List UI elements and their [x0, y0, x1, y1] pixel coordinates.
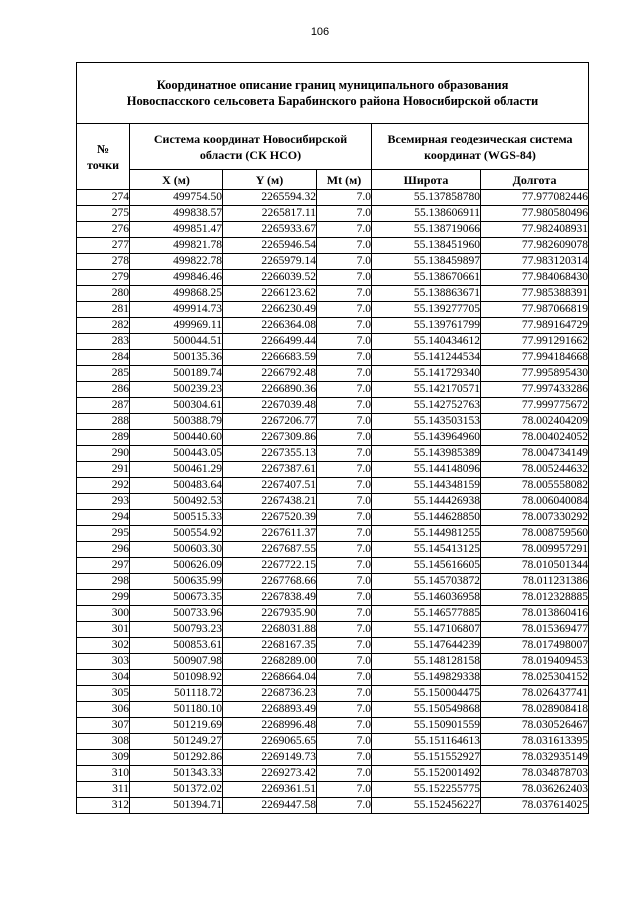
point-number-cell: 286 — [77, 382, 130, 398]
x-cell: 500492.53 — [130, 494, 223, 510]
latitude-cell: 55.143964960 — [372, 430, 481, 446]
x-cell: 500483.64 — [130, 478, 223, 494]
x-cell: 500189.74 — [130, 366, 223, 382]
x-cell: 500853.61 — [130, 638, 223, 654]
mt-cell: 7.0 — [317, 702, 372, 718]
wgs84-header — [372, 124, 589, 170]
y-cell: 2267935.90 — [223, 606, 317, 622]
mt-cell: 7.0 — [317, 494, 372, 510]
longitude-cell: 78.010501344 — [481, 558, 589, 574]
longitude-cell: 78.005244632 — [481, 462, 589, 478]
mt-cell: 7.0 — [317, 766, 372, 782]
y-cell: 2269273.42 — [223, 766, 317, 782]
longitude-cell: 78.011231386 — [481, 574, 589, 590]
x-cell: 499838.57 — [130, 206, 223, 222]
table-row — [77, 190, 589, 206]
x-cell: 501249.27 — [130, 734, 223, 750]
y-cell: 2265946.54 — [223, 238, 317, 254]
latitude-cell: 55.147106807 — [372, 622, 481, 638]
x-cell: 500554.92 — [130, 526, 223, 542]
table-row — [77, 286, 589, 302]
table-row — [77, 718, 589, 734]
y-cell: 2266039.52 — [223, 270, 317, 286]
latitude-cell: 55.138863671 — [372, 286, 481, 302]
mt-cell: 7.0 — [317, 206, 372, 222]
y-cell: 2267768.66 — [223, 574, 317, 590]
point-number-cell: 305 — [77, 686, 130, 702]
point-number-header-line-1: № — [96, 141, 110, 156]
point-number-cell: 301 — [77, 622, 130, 638]
longitude-column-header: Долгота — [481, 170, 589, 190]
y-cell: 2268996.48 — [223, 718, 317, 734]
latitude-cell: 55.150901559 — [372, 718, 481, 734]
latitude-cell: 55.142752763 — [372, 398, 481, 414]
table-row — [77, 702, 589, 718]
point-number-cell: 278 — [77, 254, 130, 270]
wgs84-header-line-1: Всемирная геодезическая система — [387, 131, 573, 146]
mt-cell: 7.0 — [317, 782, 372, 798]
longitude-cell: 78.031613395 — [481, 734, 589, 750]
latitude-cell: 55.140434612 — [372, 334, 481, 350]
latitude-cell: 55.143985389 — [372, 446, 481, 462]
mt-cell: 7.0 — [317, 478, 372, 494]
y-cell: 2267039.48 — [223, 398, 317, 414]
x-cell: 500239.23 — [130, 382, 223, 398]
table-row — [77, 750, 589, 766]
x-cell: 500461.29 — [130, 462, 223, 478]
y-cell: 2267520.39 — [223, 510, 317, 526]
latitude-cell: 55.137858780 — [372, 190, 481, 206]
y-cell: 2266123.62 — [223, 286, 317, 302]
x-cell: 500635.99 — [130, 574, 223, 590]
longitude-cell: 78.012328885 — [481, 590, 589, 606]
table-row — [77, 734, 589, 750]
point-number-cell: 281 — [77, 302, 130, 318]
table-body — [77, 190, 589, 814]
mt-cell: 7.0 — [317, 654, 372, 670]
latitude-cell: 55.145703872 — [372, 574, 481, 590]
point-number-cell: 308 — [77, 734, 130, 750]
local-system-header — [130, 124, 372, 170]
longitude-cell: 77.994184668 — [481, 350, 589, 366]
point-number-cell: 310 — [77, 766, 130, 782]
point-number-cell: 296 — [77, 542, 130, 558]
table-row — [77, 206, 589, 222]
table-title-line-2: Новоспасского сельсовета Барабинского района Новосибирской области — [126, 94, 539, 108]
table-row — [77, 542, 589, 558]
latitude-cell: 55.145413125 — [372, 542, 481, 558]
point-number-cell: 284 — [77, 350, 130, 366]
page-number: 106 — [310, 26, 330, 38]
latitude-cell: 55.144426938 — [372, 494, 481, 510]
mt-cell: 7.0 — [317, 638, 372, 654]
latitude-cell: 55.138459897 — [372, 254, 481, 270]
table-row — [77, 366, 589, 382]
point-number-cell: 303 — [77, 654, 130, 670]
table-row — [77, 430, 589, 446]
latitude-cell: 55.151552927 — [372, 750, 481, 766]
mt-cell: 7.0 — [317, 446, 372, 462]
y-cell: 2266364.08 — [223, 318, 317, 334]
point-number-cell: 311 — [77, 782, 130, 798]
latitude-cell: 55.145616605 — [372, 558, 481, 574]
table-row — [77, 302, 589, 318]
table-row — [77, 238, 589, 254]
longitude-cell: 77.989164729 — [481, 318, 589, 334]
table-row — [77, 510, 589, 526]
longitude-cell: 78.025304152 — [481, 670, 589, 686]
point-number-cell: 291 — [77, 462, 130, 478]
point-number-cell: 293 — [77, 494, 130, 510]
mt-cell: 7.0 — [317, 590, 372, 606]
mt-cell: 7.0 — [317, 190, 372, 206]
point-number-cell: 282 — [77, 318, 130, 334]
latitude-cell: 55.148128158 — [372, 654, 481, 670]
mt-cell: 7.0 — [317, 254, 372, 270]
latitude-cell: 55.149829338 — [372, 670, 481, 686]
y-cell: 2266890.36 — [223, 382, 317, 398]
x-cell: 499969.11 — [130, 318, 223, 334]
longitude-cell: 77.985388391 — [481, 286, 589, 302]
table-row — [77, 654, 589, 670]
point-number-cell: 285 — [77, 366, 130, 382]
x-cell: 501118.72 — [130, 686, 223, 702]
point-number-cell: 297 — [77, 558, 130, 574]
y-cell: 2268289.00 — [223, 654, 317, 670]
x-cell: 499821.78 — [130, 238, 223, 254]
mt-cell: 7.0 — [317, 430, 372, 446]
point-number-cell: 295 — [77, 526, 130, 542]
coordinates-table — [76, 62, 589, 814]
mt-cell: 7.0 — [317, 670, 372, 686]
y-cell: 2265594.32 — [223, 190, 317, 206]
latitude-cell: 55.138670661 — [372, 270, 481, 286]
mt-cell: 7.0 — [317, 382, 372, 398]
table-row — [77, 462, 589, 478]
x-cell: 500733.96 — [130, 606, 223, 622]
y-cell: 2269065.65 — [223, 734, 317, 750]
point-number-cell: 302 — [77, 638, 130, 654]
mt-cell: 7.0 — [317, 286, 372, 302]
y-cell: 2267407.51 — [223, 478, 317, 494]
mt-cell: 7.0 — [317, 350, 372, 366]
y-column-header: Y (м) — [223, 170, 317, 190]
mt-cell: 7.0 — [317, 542, 372, 558]
latitude-cell: 55.152255775 — [372, 782, 481, 798]
table-row — [77, 494, 589, 510]
table-row — [77, 446, 589, 462]
y-cell: 2267387.61 — [223, 462, 317, 478]
y-cell: 2267355.13 — [223, 446, 317, 462]
table-row — [77, 414, 589, 430]
table-row — [77, 574, 589, 590]
longitude-cell: 77.995895430 — [481, 366, 589, 382]
x-cell: 501180.10 — [130, 702, 223, 718]
longitude-cell: 78.030526467 — [481, 718, 589, 734]
latitude-cell: 55.141729340 — [372, 366, 481, 382]
latitude-cell: 55.138606911 — [372, 206, 481, 222]
y-cell: 2266230.49 — [223, 302, 317, 318]
longitude-cell: 78.004024052 — [481, 430, 589, 446]
y-cell: 2269149.73 — [223, 750, 317, 766]
longitude-cell: 77.980580496 — [481, 206, 589, 222]
longitude-cell: 78.013860416 — [481, 606, 589, 622]
x-cell: 501219.69 — [130, 718, 223, 734]
mt-cell: 7.0 — [317, 750, 372, 766]
latitude-cell: 55.147644239 — [372, 638, 481, 654]
longitude-cell: 78.004734149 — [481, 446, 589, 462]
table-row — [77, 766, 589, 782]
latitude-cell: 55.141244534 — [372, 350, 481, 366]
latitude-cell: 55.150004475 — [372, 686, 481, 702]
mt-cell: 7.0 — [317, 334, 372, 350]
x-cell: 500440.60 — [130, 430, 223, 446]
point-number-cell: 277 — [77, 238, 130, 254]
latitude-cell: 55.146577885 — [372, 606, 481, 622]
point-number-cell: 306 — [77, 702, 130, 718]
y-cell: 2269447.58 — [223, 798, 317, 814]
table-row — [77, 382, 589, 398]
y-cell: 2266499.44 — [223, 334, 317, 350]
x-cell: 500044.51 — [130, 334, 223, 350]
x-cell: 501394.71 — [130, 798, 223, 814]
y-cell: 2269361.51 — [223, 782, 317, 798]
x-cell: 499914.73 — [130, 302, 223, 318]
latitude-cell: 55.143503153 — [372, 414, 481, 430]
y-cell: 2268167.35 — [223, 638, 317, 654]
x-cell: 500603.30 — [130, 542, 223, 558]
point-number-cell: 275 — [77, 206, 130, 222]
y-cell: 2266792.48 — [223, 366, 317, 382]
longitude-cell: 78.002404209 — [481, 414, 589, 430]
table-row — [77, 638, 589, 654]
y-cell: 2267838.49 — [223, 590, 317, 606]
x-cell: 500443.05 — [130, 446, 223, 462]
point-number-cell: 276 — [77, 222, 130, 238]
table-row — [77, 798, 589, 814]
mt-cell: 7.0 — [317, 574, 372, 590]
longitude-cell: 78.032935149 — [481, 750, 589, 766]
table-row — [77, 782, 589, 798]
longitude-cell: 77.983120314 — [481, 254, 589, 270]
table-title-line-1: Координатное описание границ муниципального образования — [156, 78, 509, 92]
longitude-cell: 77.999775672 — [481, 398, 589, 414]
x-cell: 499822.78 — [130, 254, 223, 270]
longitude-cell: 78.015369477 — [481, 622, 589, 638]
point-number-cell: 290 — [77, 446, 130, 462]
y-cell: 2267438.21 — [223, 494, 317, 510]
local-system-header-line-2: области (СК НСО) — [199, 147, 302, 162]
y-cell: 2266683.59 — [223, 350, 317, 366]
longitude-cell: 78.017498007 — [481, 638, 589, 654]
point-number-cell: 304 — [77, 670, 130, 686]
latitude-cell: 55.144148096 — [372, 462, 481, 478]
latitude-cell: 55.142170571 — [372, 382, 481, 398]
longitude-cell: 77.982408931 — [481, 222, 589, 238]
point-number-cell: 299 — [77, 590, 130, 606]
y-cell: 2268893.49 — [223, 702, 317, 718]
y-cell: 2265979.14 — [223, 254, 317, 270]
mt-cell: 7.0 — [317, 718, 372, 734]
y-cell: 2267309.86 — [223, 430, 317, 446]
mt-cell: 7.0 — [317, 798, 372, 814]
x-cell: 501372.02 — [130, 782, 223, 798]
longitude-cell: 78.008759560 — [481, 526, 589, 542]
x-cell: 499851.47 — [130, 222, 223, 238]
point-number-cell: 309 — [77, 750, 130, 766]
table-row — [77, 558, 589, 574]
longitude-cell: 77.991291662 — [481, 334, 589, 350]
latitude-cell: 55.146036958 — [372, 590, 481, 606]
table-row — [77, 622, 589, 638]
mt-cell: 7.0 — [317, 510, 372, 526]
latitude-cell: 55.144628850 — [372, 510, 481, 526]
x-cell: 501292.86 — [130, 750, 223, 766]
table-row — [77, 670, 589, 686]
longitude-cell: 78.028908418 — [481, 702, 589, 718]
x-column-header: X (м) — [130, 170, 223, 190]
y-cell: 2268664.04 — [223, 670, 317, 686]
mt-cell: 7.0 — [317, 462, 372, 478]
point-number-header — [77, 124, 130, 190]
latitude-cell: 55.138719066 — [372, 222, 481, 238]
latitude-cell: 55.152456227 — [372, 798, 481, 814]
y-cell: 2268031.88 — [223, 622, 317, 638]
longitude-cell: 78.019409453 — [481, 654, 589, 670]
table-row — [77, 334, 589, 350]
x-cell: 500515.33 — [130, 510, 223, 526]
mt-cell: 7.0 — [317, 622, 372, 638]
longitude-cell: 77.987066819 — [481, 302, 589, 318]
point-number-cell: 280 — [77, 286, 130, 302]
table-row — [77, 270, 589, 286]
y-cell: 2267611.37 — [223, 526, 317, 542]
point-number-cell: 298 — [77, 574, 130, 590]
x-cell: 500673.35 — [130, 590, 223, 606]
x-cell: 499868.25 — [130, 286, 223, 302]
table-row — [77, 686, 589, 702]
longitude-cell: 78.036262403 — [481, 782, 589, 798]
table-row — [77, 590, 589, 606]
point-number-cell: 312 — [77, 798, 130, 814]
table-row — [77, 606, 589, 622]
y-cell: 2268736.23 — [223, 686, 317, 702]
table-row — [77, 318, 589, 334]
point-number-cell: 294 — [77, 510, 130, 526]
y-cell: 2265933.67 — [223, 222, 317, 238]
latitude-cell: 55.150549868 — [372, 702, 481, 718]
longitude-cell: 78.005558082 — [481, 478, 589, 494]
point-number-cell: 283 — [77, 334, 130, 350]
mt-cell: 7.0 — [317, 526, 372, 542]
wgs84-header-line-2: координат (WGS-84) — [424, 147, 536, 162]
point-number-cell: 274 — [77, 190, 130, 206]
mt-cell: 7.0 — [317, 398, 372, 414]
latitude-cell: 55.152001492 — [372, 766, 481, 782]
latitude-column-header: Широта — [372, 170, 481, 190]
mt-cell: 7.0 — [317, 606, 372, 622]
longitude-cell: 78.034878703 — [481, 766, 589, 782]
mt-cell: 7.0 — [317, 366, 372, 382]
latitude-cell: 55.138451960 — [372, 238, 481, 254]
latitude-cell: 55.144981255 — [372, 526, 481, 542]
table-row — [77, 478, 589, 494]
latitude-cell: 55.139761799 — [372, 318, 481, 334]
mt-cell: 7.0 — [317, 302, 372, 318]
x-cell: 501343.33 — [130, 766, 223, 782]
mt-cell: 7.0 — [317, 558, 372, 574]
point-number-cell: 300 — [77, 606, 130, 622]
point-number-header-line-2: точки — [86, 157, 120, 172]
point-number-cell: 289 — [77, 430, 130, 446]
latitude-cell: 55.151164613 — [372, 734, 481, 750]
table-row — [77, 254, 589, 270]
table-row — [77, 350, 589, 366]
point-number-cell: 292 — [77, 478, 130, 494]
latitude-cell: 55.144348159 — [372, 478, 481, 494]
point-number-cell: 287 — [77, 398, 130, 414]
y-cell: 2265817.11 — [223, 206, 317, 222]
longitude-cell: 78.037614025 — [481, 798, 589, 814]
x-cell: 500304.61 — [130, 398, 223, 414]
mt-cell: 7.0 — [317, 238, 372, 254]
mt-cell: 7.0 — [317, 414, 372, 430]
x-cell: 500907.98 — [130, 654, 223, 670]
x-cell: 500388.79 — [130, 414, 223, 430]
longitude-cell: 78.006040084 — [481, 494, 589, 510]
point-number-cell: 288 — [77, 414, 130, 430]
longitude-cell: 78.007330292 — [481, 510, 589, 526]
longitude-cell: 77.984068430 — [481, 270, 589, 286]
y-cell: 2267687.55 — [223, 542, 317, 558]
longitude-cell: 77.982609078 — [481, 238, 589, 254]
x-cell: 500626.09 — [130, 558, 223, 574]
y-cell: 2267206.77 — [223, 414, 317, 430]
table-row — [77, 222, 589, 238]
point-number-cell: 307 — [77, 718, 130, 734]
table-row — [77, 526, 589, 542]
table-row — [77, 398, 589, 414]
longitude-cell: 78.026437741 — [481, 686, 589, 702]
longitude-cell: 77.997433286 — [481, 382, 589, 398]
mt-cell: 7.0 — [317, 686, 372, 702]
mt-cell: 7.0 — [317, 318, 372, 334]
latitude-cell: 55.139277705 — [372, 302, 481, 318]
x-cell: 500793.23 — [130, 622, 223, 638]
x-cell: 500135.36 — [130, 350, 223, 366]
mt-cell: 7.0 — [317, 734, 372, 750]
point-number-cell: 279 — [77, 270, 130, 286]
y-cell: 2267722.15 — [223, 558, 317, 574]
local-system-header-line-1: Система координат Новосибирской — [153, 131, 348, 146]
mt-column-header: Mt (м) — [317, 170, 372, 190]
mt-cell: 7.0 — [317, 270, 372, 286]
x-cell: 501098.92 — [130, 670, 223, 686]
table-title — [77, 63, 589, 124]
mt-cell: 7.0 — [317, 222, 372, 238]
x-cell: 499754.50 — [130, 190, 223, 206]
x-cell: 499846.46 — [130, 270, 223, 286]
longitude-cell: 77.977082446 — [481, 190, 589, 206]
longitude-cell: 78.009957291 — [481, 542, 589, 558]
